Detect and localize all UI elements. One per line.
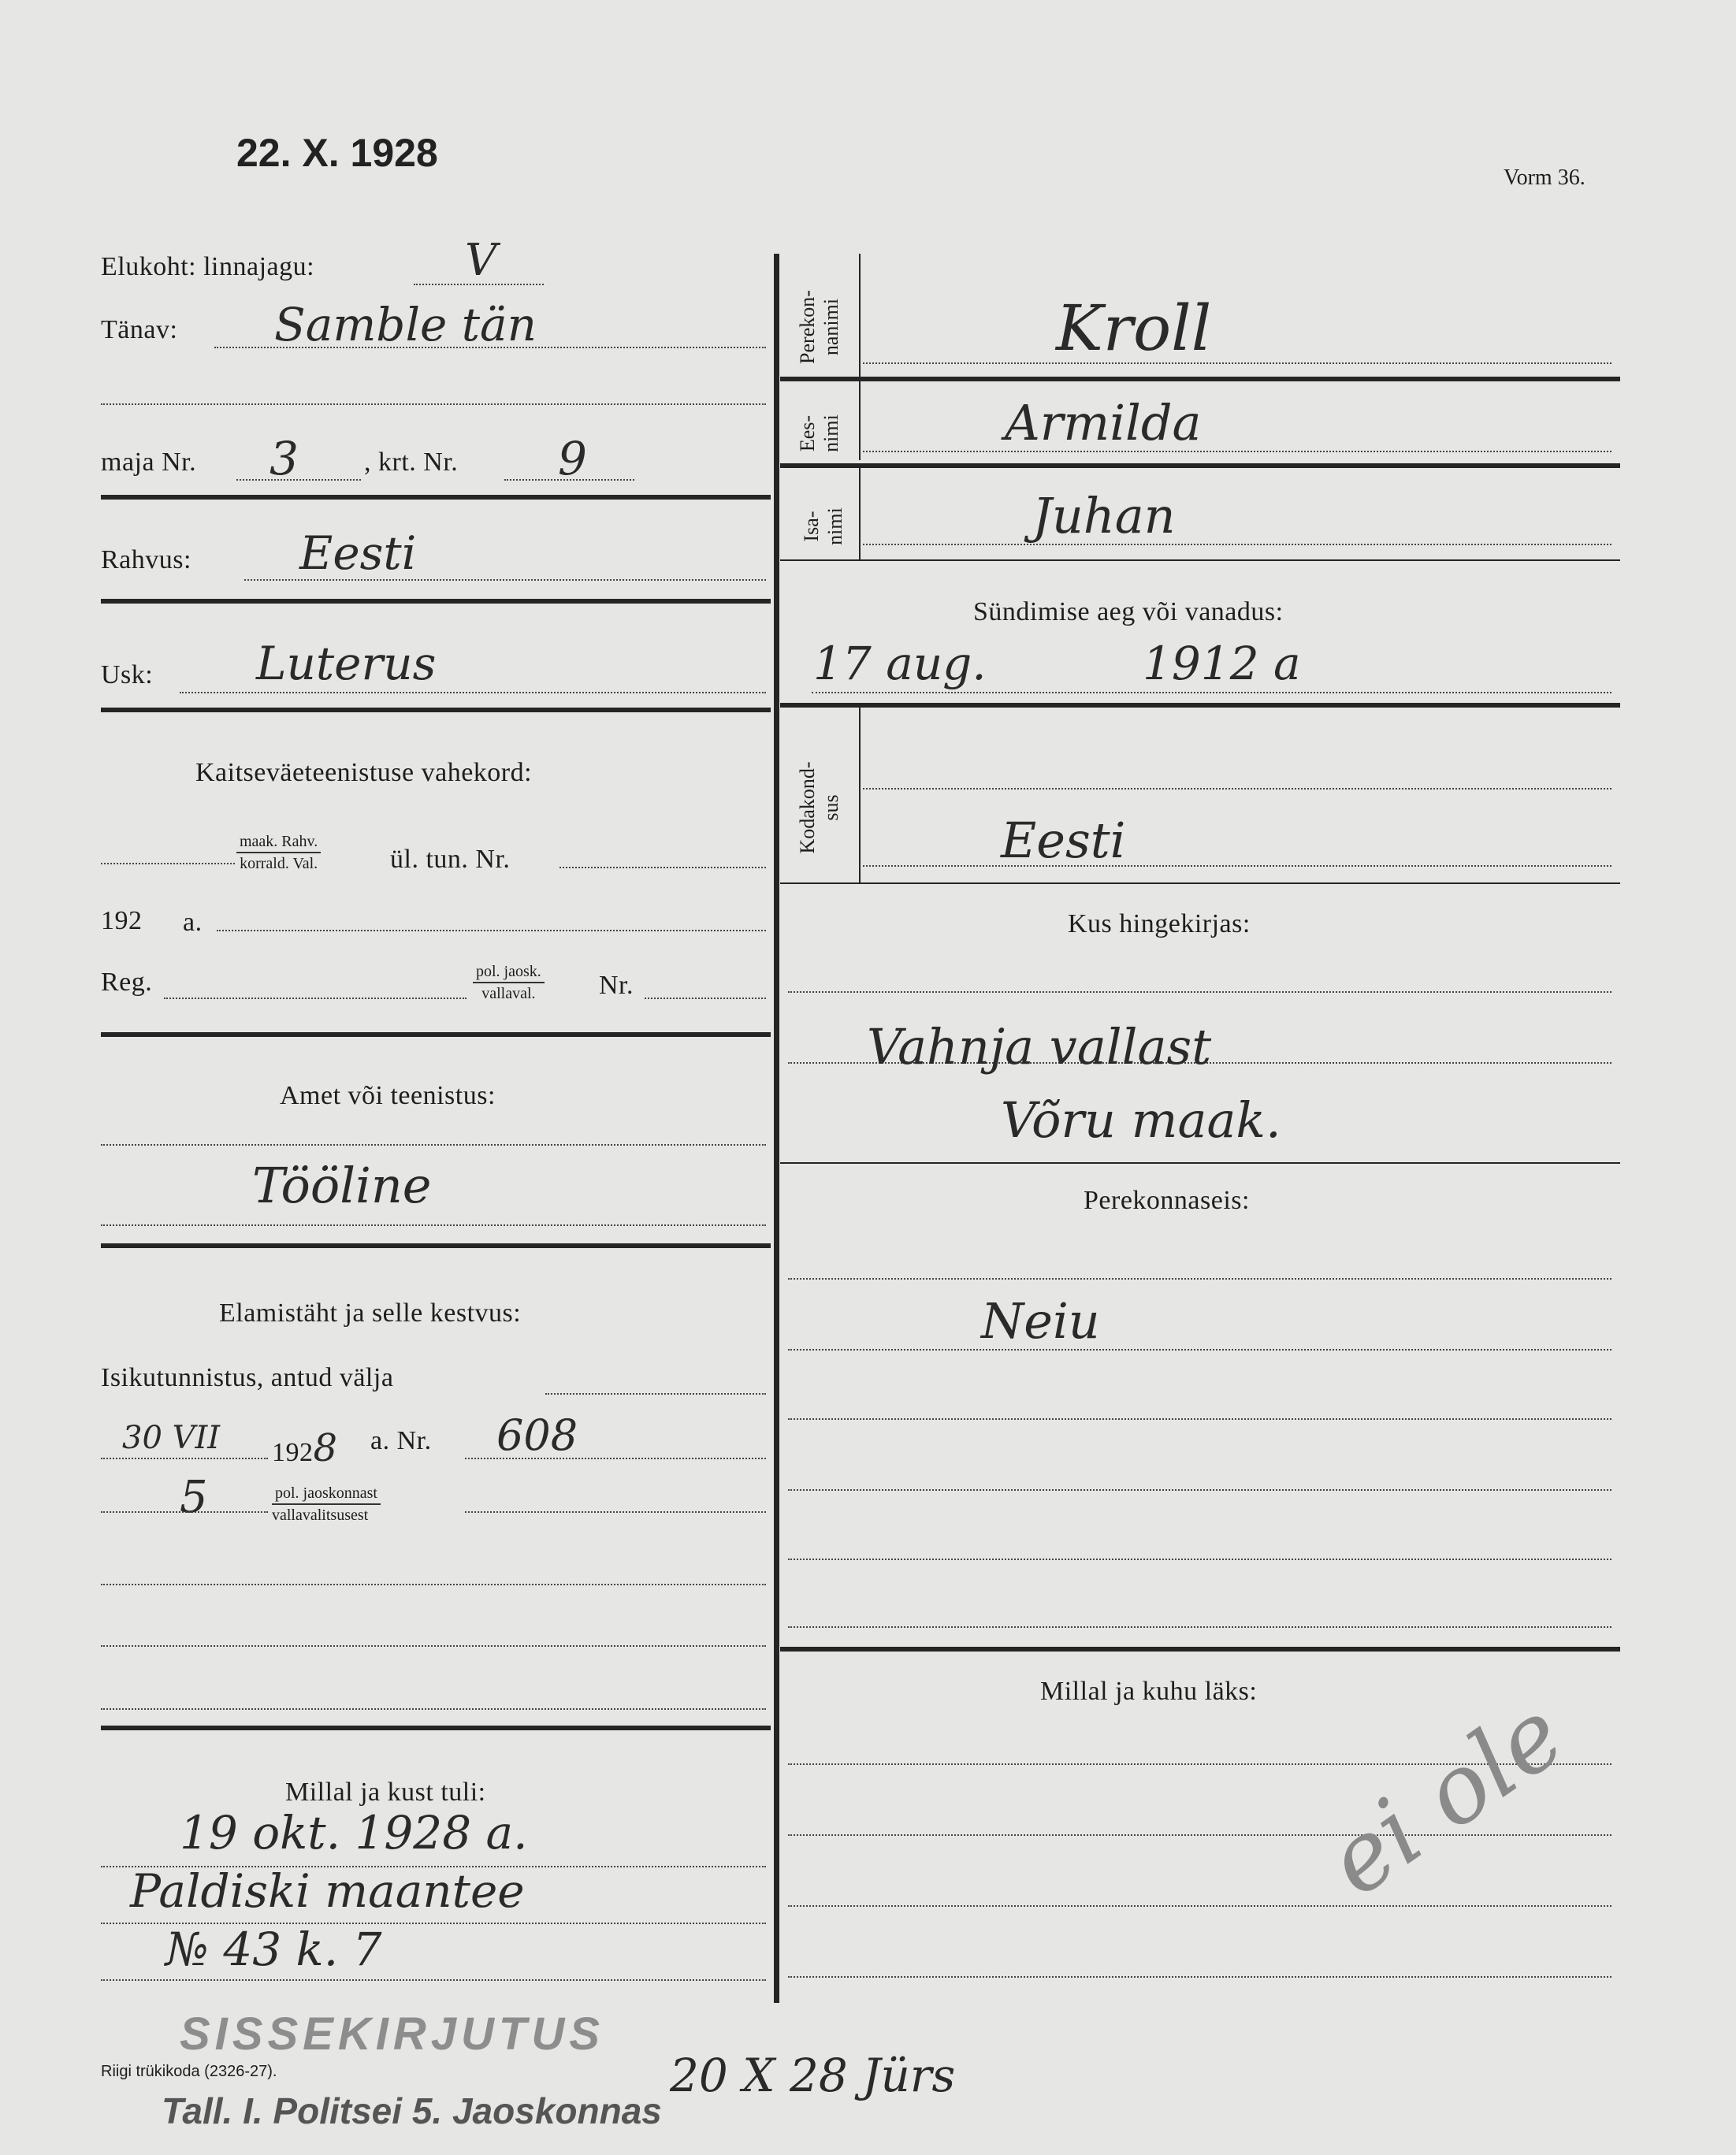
- tanav-value: Samble tän: [274, 298, 537, 351]
- eesnimi-value: Armilda: [1005, 394, 1202, 451]
- fraction-jaoskonnast: pol. jaoskonnast vallavalitsusest: [272, 1483, 381, 1525]
- fraction-pol-jaosk: pol. jaosk. vallaval.: [473, 961, 545, 1004]
- year-print-1928: 1928: [272, 1426, 338, 1470]
- issued-day: 30 VII: [122, 1420, 221, 1456]
- kaitse-heading: Kaitseväeteenistuse vahekord:: [195, 758, 533, 787]
- reg-label: Reg.: [101, 968, 153, 997]
- maja-value: 3: [270, 432, 299, 485]
- sundimise-value-year: 1912 a: [1143, 637, 1301, 690]
- amet-heading: Amet või teenistus:: [280, 1081, 496, 1110]
- signature: 20 X 28 Jürs: [670, 2049, 956, 2102]
- a-label: a.: [183, 908, 203, 937]
- fraction-maak-korrald: maak. Rahv. korrald. Val.: [236, 831, 321, 874]
- tuli-line1: 19 okt. 1928 a.: [180, 1806, 528, 1860]
- laks-pencil-note: ei ole: [1308, 1679, 1584, 1918]
- stamp-line2: Tall. I. Politsei 5. Jaoskonnas: [162, 2090, 662, 2131]
- tanav-label: Tänav:: [101, 315, 178, 344]
- tuli-line2: Paldiski maantee: [130, 1864, 525, 1918]
- printer-imprint: Riigi trükikoda (2326-27).: [101, 2063, 277, 2080]
- millal-laks-heading: Millal ja kuhu läks:: [1040, 1677, 1258, 1706]
- usk-label: Usk:: [101, 660, 154, 689]
- krt-value: 9: [558, 432, 587, 485]
- form-number: Vorm 36.: [1504, 165, 1585, 190]
- hingekiri-line1: Vahnja vallast: [867, 1018, 1212, 1076]
- krt-label: , krt. Nr.: [364, 448, 459, 477]
- rahvus-value: Eesti: [299, 526, 417, 580]
- sundimise-heading: Sündimise aeg või vanadus:: [973, 597, 1284, 626]
- nr-label: Nr.: [599, 971, 634, 1000]
- rahvus-label: Rahvus:: [101, 545, 191, 574]
- isanimi-label: Isa- nimi: [800, 507, 846, 545]
- isikutunnistus-label: Isikutunnistus, antud välja: [101, 1363, 394, 1392]
- usk-value: Luterus: [256, 637, 437, 690]
- millal-tuli-heading: Millal ja kust tuli:: [285, 1778, 486, 1807]
- hingekiri-line2: Võru maak.: [1001, 1091, 1281, 1149]
- stamp-line1: SISSEKIRJUTUS: [180, 2008, 604, 2060]
- ul-tun-label: ül. tun. Nr.: [390, 845, 511, 874]
- sundimise-value-date: 17 aug.: [813, 637, 987, 690]
- amet-value: Tööline: [252, 1157, 432, 1214]
- hingekiri-heading: Kus hingekirjas:: [1068, 909, 1251, 938]
- perekonnanimi-label: Perekon- nanimi: [796, 290, 842, 364]
- jaoskond-value: 5: [180, 1472, 208, 1523]
- elukoht-value: V: [465, 235, 497, 286]
- year-192-label: 192: [101, 906, 143, 935]
- perekonnanimi-value: Kroll: [1056, 292, 1212, 365]
- maja-label: maja Nr.: [101, 448, 197, 477]
- kodakondsus-label: Kodakond- sus: [796, 761, 842, 854]
- issued-nr: 608: [496, 1410, 578, 1460]
- tuli-line3: № 43 k. 7: [165, 1923, 382, 1976]
- a-nr-label: a. Nr.: [370, 1426, 432, 1455]
- eesnimi-label: Ees- nimi: [796, 414, 842, 452]
- kodakondsus-value: Eesti: [1001, 812, 1126, 869]
- center-divider: [774, 254, 779, 2003]
- date-stamp: 22. X. 1928: [236, 131, 438, 175]
- elamis-heading: Elamistäht ja selle kestvus:: [219, 1299, 522, 1328]
- elukoht-label: Elukoht: linnajagu:: [101, 252, 315, 281]
- isanimi-value: Juhan: [1032, 487, 1176, 544]
- perekonnaseis-value: Neiu: [981, 1292, 1100, 1350]
- perekonnaseis-heading: Perekonnaseis:: [1084, 1186, 1250, 1215]
